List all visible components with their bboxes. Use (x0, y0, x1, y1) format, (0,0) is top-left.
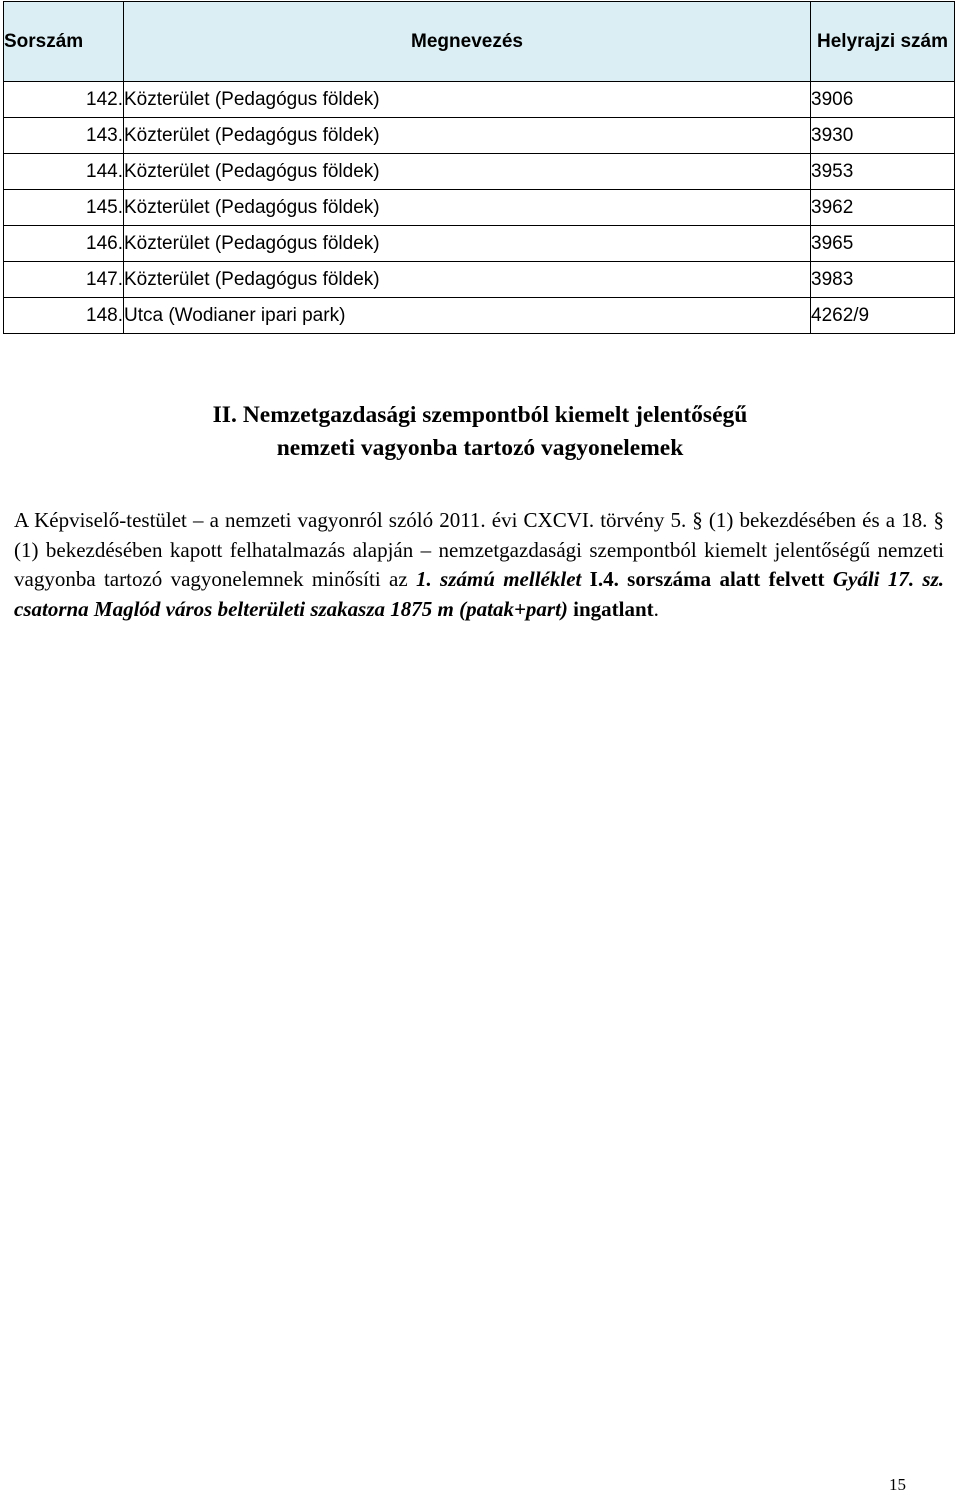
row-name: Közterület (Pedagógus földek) (124, 190, 811, 226)
row-hrsz: 3930 (811, 118, 955, 154)
row-hrsz: 3962 (811, 190, 955, 226)
table-header (4, 2, 955, 82)
table-row (4, 190, 955, 226)
section-title-line-1: Nemzetgazdasági szempontból kiemelt jelentőségű (242, 402, 748, 428)
row-name: Közterület (Pedagógus földek) (124, 154, 811, 190)
section-numeral: II. (212, 402, 237, 428)
page-number: 15 (889, 1475, 906, 1494)
row-number: 147. (4, 262, 124, 298)
row-hrsz: 3953 (811, 154, 955, 190)
row-number: 142. (4, 82, 124, 118)
row-name: Közterület (Pedagógus földek) (124, 118, 811, 154)
table-row (4, 226, 955, 262)
row-number: 143. (4, 118, 124, 154)
paragraph-text-1: A Képviselő-testület – a nemzeti vagyonról szóló 2011. évi CXCVI. törvény 5. § (1) bekezdésében és a 18. § (1) bekezdésében kapott felhatalmazás alapján – nemzetgazdasági szempontból kiemelt jelentőségű nemzeti vagyonba tartozó vagyonelemnek minősíti az (14, 508, 944, 591)
row-name: Közterület (Pedagógus földek) (124, 82, 811, 118)
table-header-row (4, 2, 955, 82)
row-hrsz: 3983 (811, 262, 955, 298)
row-hrsz: 3965 (811, 226, 955, 262)
header-megnevezes: Megnevezés (124, 2, 811, 82)
row-hrsz: 3906 (811, 82, 955, 118)
property-table (3, 1, 955, 334)
paragraph-text-3: I.4. sorszáma alatt felvett (581, 567, 833, 591)
row-number: 145. (4, 190, 124, 226)
header-helyrajzi-szam: Helyrajzi szám (811, 2, 955, 82)
property-description: Gyáli 17. sz. csatorna Maglód város belterületi szakasza 1875 m (patak+part) (14, 567, 944, 621)
table-row (4, 118, 955, 154)
body-paragraph (14, 506, 944, 624)
section-heading (0, 399, 960, 465)
paragraph-period: . (653, 596, 659, 621)
row-hrsz: 4262/9 (811, 298, 955, 334)
section-heading-line-1 (0, 399, 960, 432)
row-name: Közterület (Pedagógus földek) (124, 262, 811, 298)
row-number: 148. (4, 298, 124, 334)
paragraph-text-5: ingatlant (567, 596, 654, 621)
table-row (4, 262, 955, 298)
section-title-line-2: nemzeti vagyonba tartozó vagyonelemek (276, 435, 684, 461)
row-number: 146. (4, 226, 124, 262)
row-name: Közterület (Pedagógus földek) (124, 226, 811, 262)
header-sorszam: Sorszám (4, 2, 124, 82)
row-number: 144. (4, 154, 124, 190)
table-body (4, 82, 955, 334)
annex-reference: 1. számú melléklet (415, 567, 582, 591)
table-row (4, 298, 955, 334)
table-row (4, 154, 955, 190)
table-row (4, 82, 955, 118)
row-name: Utca (Wodianer ipari park) (124, 298, 811, 334)
